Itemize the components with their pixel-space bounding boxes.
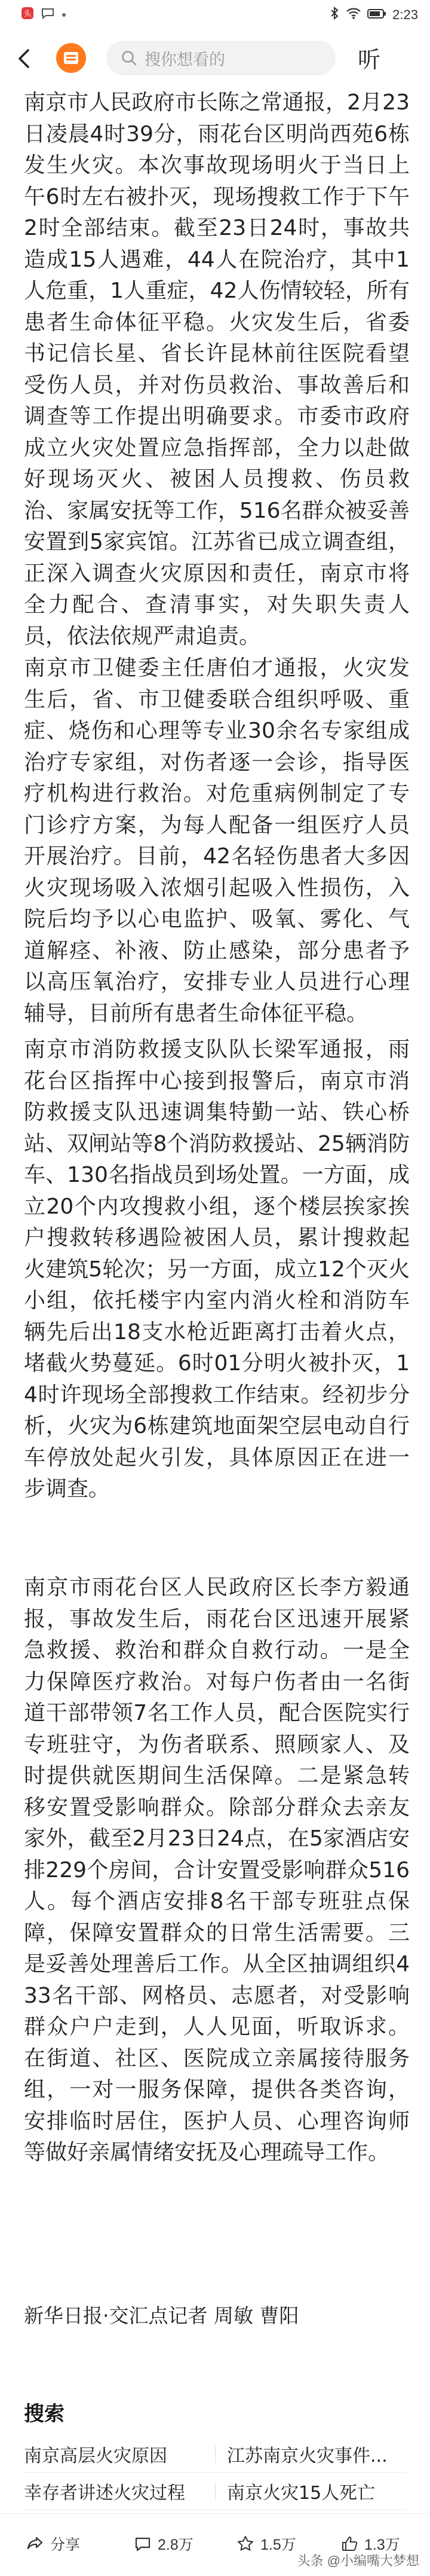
status-time: 2:23 [392,7,418,22]
related-search-item[interactable]: 南京火灾15人死亡 [227,2482,376,2504]
article-paragraph-1: 南京市人民政府市长陈之常通报，2月23日凌晨4时39分，雨花台区明尚西苑6栋发生火灾。本次事故现场明火于当日上午6时左右被扑灭，现场搜救工作于下午2时全部结束。截至23日24时，事故共造成15人遇难，44人在院治疗，其中1人危重，1人重症，42人伤情较轻，所有患者生命体征平稳。火灾发生后，省委书记信长星、省长许昆林前往医院看望受伤人员，并对伤员救治、事故善后和调查等工作提出明确要求。市委市政府成立火灾处置应急指挥部，全力以赴做好现场灭火、被困人员搜救、伤员救治、家属安抚等工作，516名群众被妥善安置到5家宾馆。江苏省已成立调查组，正深入调查火灾原因和责任，南京市将全力配合、查清事实，对失职失责人员，依法依规严肃追责。 [24,90,410,649]
article-paragraph-3: 南京市消防救援支队队长梁军通报，雨花台区指挥中心接到报警后，南京市消防救援支队迅速调集特勤一站、铁心桥站、双闸站等8个消防救援站、25辆消防车、130名指战员到场处置。一方面，成立20个内攻搜救小组，逐个楼层挨家挨户搜救转移遇险被困人员，累计搜救起火建筑5轮次；另一方面，成立12个灭火小组，依托楼宇内室内消火栓和消防车辆先后出18支水枪近距离打击着火点，堵截火势蔓延。6时01分明火被扑灭，14时许现场全部搜救工作结束。经初步分析，火灾为6栋建筑地面架空层电动自行车停放处起火引发，具体原因正在进一步调查。 [24,1037,410,1501]
article-paragraph-4: 南京市雨花台区人民政府区长李方毅通报，事故发生后，雨花台区迅速开展紧急救援、救治和群众自救行动。一是全力保障医疗救治。对每户伤者由一名街道干部带领7名工作人员，配合医院实行专班驻守，为伤者联系、照顾家人、及时提供就医期间生活保障。二是紧急转移安置受影响群众。除部分群众去亲友家外，截至2月23日24点，在5家酒店安排229个房间，合计安置受影响群众516人。每个酒店安排8名干部专班驻点保障，保障安置群众的日常生活需要。三是妥善处理善后工作。从全区抽调组织433名干部、网格员、志愿者，对受影响群众户户走到，人人见面，听取诉求。在街道、社区、医院成立亲属接待服务组，一对一服务保障，提供各类咨询，安排临时居住，医护人员、心理咨询师等做好亲属情绪安抚及心理疏导工作。 [24,1575,410,2165]
share-button[interactable] [26,2533,80,2554]
chat-bubble-icon [41,6,55,23]
app-notification-icon [20,6,35,23]
related-search-row [24,2436,406,2473]
favorite-count: 1.5万 [260,2537,296,2553]
bluetooth-icon [329,6,340,24]
dot-icon [61,9,67,20]
svg-text:头: 头 [23,10,32,19]
like-count: 1.3万 [364,2537,400,2553]
search-placeholder: 搜你想看的 [145,50,225,69]
comment-button[interactable] [134,2533,194,2554]
toutiao-logo-icon [63,50,79,66]
related-search-item[interactable]: 幸存者讲述火灾过程 [24,2482,185,2504]
author-watermark: 头条 @小编嘴大梦想 [297,2553,419,2568]
related-search-row [24,2473,406,2510]
comment-icon [134,2535,152,2553]
status-left-icons [20,6,67,23]
thumbs-up-icon [340,2535,358,2553]
article-byline: 新华日报·交汇点记者 周敏 曹阳 [24,2304,299,2327]
comment-count: 2.8万 [158,2537,194,2553]
share-icon [26,2535,44,2553]
article-paragraph-2: 南京市卫健委主任唐伯才通报，火灾发生后，省、市卫健委联合组织呼吸、重症、烧伤和心理等专业30余名专家组成治疗专家组，对伤者逐一会诊，指导医疗机构进行救治。对危重病例制定了专门诊疗方案，为每人配备一组医疗人员开展治疗。目前，42名轻伤患者大多因火灾现场吸入浓烟引起吸入性损伤，入院后均予以心电监护、吸氧、雾化、气道解痉、补液、防止感染，部分患者予以高压氧治疗，安排专业人员进行心理辅导，目前所有患者生命体征平稳。 [24,656,410,1026]
wifi-icon [346,7,361,23]
favorite-button[interactable] [236,2533,296,2554]
listen-button[interactable]: 听 [357,46,380,73]
search-bar[interactable] [106,41,336,75]
battery-icon [367,7,386,23]
back-arrow-icon [13,47,37,71]
related-search-item[interactable]: 南京高层火灾原因 [24,2445,167,2467]
status-bar [0,0,430,29]
share-label: 分享 [50,2537,81,2553]
back-button[interactable] [13,47,37,71]
related-search-title: 搜索 [24,2402,64,2426]
search-icon [121,50,137,66]
related-search-item[interactable]: 江苏南京火灾事件... [227,2445,388,2467]
bottom-action-bar [0,2513,430,2576]
status-right-icons [329,6,418,24]
star-icon [236,2535,254,2553]
top-navigation-bar [0,29,430,86]
app-logo[interactable] [56,43,86,73]
